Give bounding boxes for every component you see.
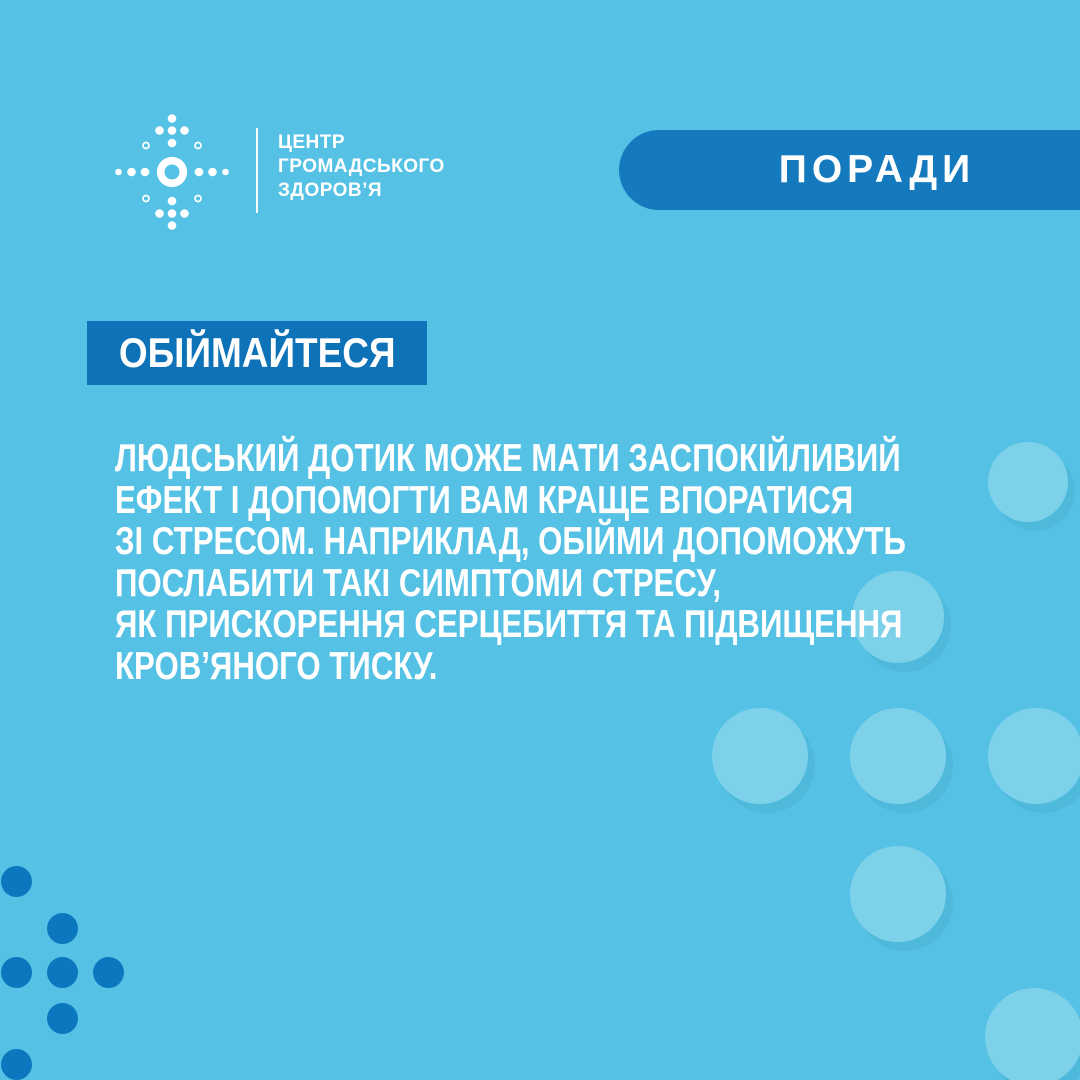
brand-name-line: ЦЕНТР [278,132,346,153]
logo-divider [256,128,258,213]
body-text [115,438,995,688]
dark-dot [47,957,78,988]
category-pill [619,130,1080,210]
light-circle [712,708,808,804]
dark-dot [1,866,32,897]
body-line: КРОВ’ЯНОГО ТИСКУ. [115,644,438,688]
dark-dot [47,913,78,944]
category-pill-label: ПОРАДИ [778,148,976,191]
light-circle [988,708,1080,804]
dark-dot [1,1049,32,1080]
brand-name [278,131,445,203]
page-title: ОБІЙМАЙТЕСЯ [118,329,396,376]
body-line: ЗІ СТРЕСОМ. НАПРИКЛАД, ОБІЙМИ ДОПОМОЖУТЬ [115,520,906,564]
public-health-center-logo-icon [110,110,234,234]
body-line: ЛЮДСЬКИЙ ДОТИК МОЖЕ МАТИ ЗАСПОКІЙЛИВИЙ [115,437,901,480]
dark-dot [93,957,124,988]
brand-name-line: ЗДОРОВ’Я [278,180,383,201]
body-line: ЕФЕКТ І ДОПОМОГТИ ВАМ КРАЩЕ ВПОРАТИСЯ [115,478,854,522]
light-circle [985,988,1080,1080]
body-line: ЯК ПРИСКОРЕННЯ СЕРЦЕБИТТЯ ТА ПІДВИЩЕННЯ [115,603,903,647]
brand-name-line: ГРОМАДСЬКОГО [278,156,445,177]
light-circle [988,442,1068,522]
dark-dot [47,1003,78,1034]
light-circle [850,708,946,804]
dark-dot [1,957,32,988]
title-badge [87,321,427,385]
body-line: ПОСЛАБИТИ ТАКІ СИМПТОМИ СТРЕСУ, [115,561,721,605]
light-circle [850,846,946,942]
